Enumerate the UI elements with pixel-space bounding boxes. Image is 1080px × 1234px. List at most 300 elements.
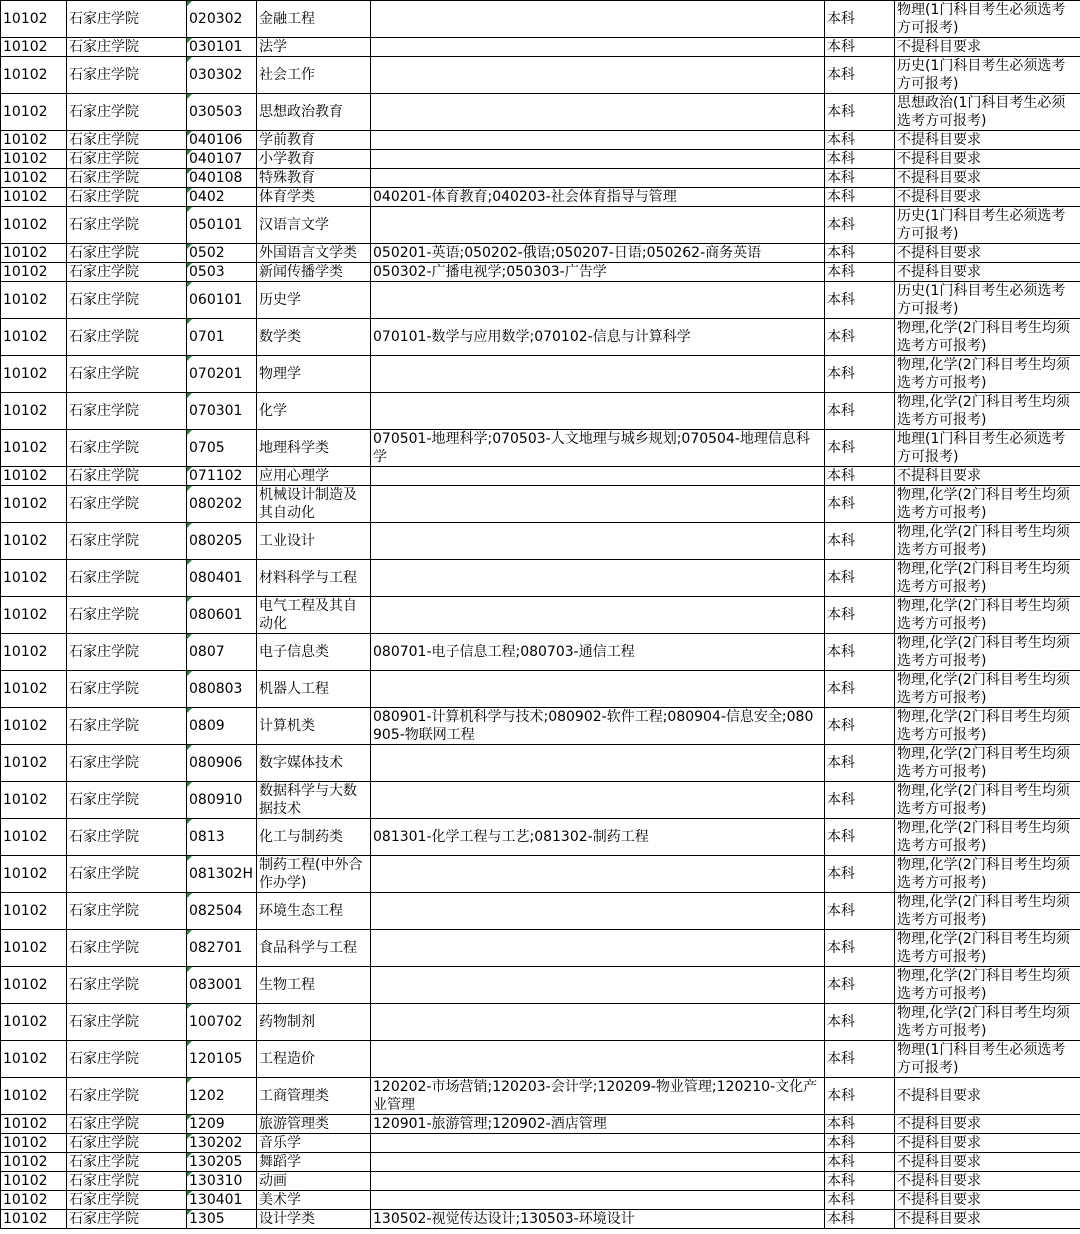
included-majors-cell (371, 1134, 825, 1153)
major-name-cell: 电气工程及其自动化 (257, 597, 371, 634)
table-row (1, 486, 1080, 523)
included-majors-cell (371, 745, 825, 782)
subject-requirement-cell: 不提科目要求 (895, 263, 1080, 282)
institution-name-cell: 石家庄学院 (67, 560, 187, 597)
institution-code-cell: 10102 (1, 131, 67, 150)
major-code-cell: 081302H (187, 856, 257, 893)
major-code-cell: 130401 (187, 1191, 257, 1210)
level-cell: 本科 (825, 1172, 895, 1191)
included-majors-cell (371, 560, 825, 597)
major-code-cell: 080601 (187, 597, 257, 634)
level-cell: 本科 (825, 319, 895, 356)
institution-name-cell: 石家庄学院 (67, 207, 187, 244)
subject-requirement-cell: 不提科目要求 (895, 1115, 1080, 1134)
level-cell: 本科 (825, 893, 895, 930)
institution-name-cell: 石家庄学院 (67, 930, 187, 967)
institution-name-cell: 石家庄学院 (67, 1153, 187, 1172)
institution-code-cell: 10102 (1, 430, 67, 467)
table-row (1, 57, 1080, 94)
institution-name-cell: 石家庄学院 (67, 131, 187, 150)
institution-name-cell: 石家庄学院 (67, 856, 187, 893)
major-name-cell: 地理科学类 (257, 430, 371, 467)
level-cell: 本科 (825, 94, 895, 131)
subject-requirement-cell: 物理,化学(2门科目考生均须选考方可报考) (895, 856, 1080, 893)
major-name-cell: 环境生态工程 (257, 893, 371, 930)
major-code-cell: 0502 (187, 244, 257, 263)
level-cell: 本科 (825, 930, 895, 967)
major-name-cell: 外国语言文学类 (257, 244, 371, 263)
institution-code-cell: 10102 (1, 282, 67, 319)
included-majors-cell: 050302-广播电视学;050303-广告学 (371, 263, 825, 282)
level-cell: 本科 (825, 597, 895, 634)
table-row (1, 356, 1080, 393)
institution-code-cell: 10102 (1, 1115, 67, 1134)
level-cell: 本科 (825, 282, 895, 319)
institution-name-cell: 石家庄学院 (67, 430, 187, 467)
table-row (1, 819, 1080, 856)
institution-name-cell: 石家庄学院 (67, 1134, 187, 1153)
institution-code-cell: 10102 (1, 57, 67, 94)
institution-code-cell: 10102 (1, 523, 67, 560)
level-cell: 本科 (825, 708, 895, 745)
major-name-cell: 学前教育 (257, 131, 371, 150)
major-name-cell: 特殊教育 (257, 169, 371, 188)
major-name-cell: 机器人工程 (257, 671, 371, 708)
institution-code-cell: 10102 (1, 467, 67, 486)
level-cell: 本科 (825, 207, 895, 244)
level-cell: 本科 (825, 356, 895, 393)
subject-requirement-cell: 物理,化学(2门科目考生均须选考方可报考) (895, 486, 1080, 523)
subject-requirement-cell: 历史(1门科目考生必须选考方可报考) (895, 207, 1080, 244)
major-code-cell: 030302 (187, 57, 257, 94)
institution-code-cell: 10102 (1, 1041, 67, 1078)
institution-name-cell: 石家庄学院 (67, 150, 187, 169)
level-cell: 本科 (825, 263, 895, 282)
table-row (1, 1115, 1080, 1134)
included-majors-cell (371, 856, 825, 893)
major-name-cell: 动画 (257, 1172, 371, 1191)
table-row (1, 930, 1080, 967)
subject-requirement-cell: 不提科目要求 (895, 1210, 1080, 1229)
major-code-cell: 071102 (187, 467, 257, 486)
included-majors-cell (371, 1, 825, 38)
level-cell: 本科 (825, 856, 895, 893)
subject-requirement-cell: 物理,化学(2门科目考生均须选考方可报考) (895, 967, 1080, 1004)
institution-code-cell: 10102 (1, 597, 67, 634)
level-cell: 本科 (825, 671, 895, 708)
included-majors-cell (371, 967, 825, 1004)
subject-requirement-cell: 物理(1门科目考生必须选考方可报考) (895, 1, 1080, 38)
included-majors-cell (371, 1004, 825, 1041)
table-row (1, 1, 1080, 38)
institution-code-cell: 10102 (1, 94, 67, 131)
table-body (1, 1, 1080, 1229)
institution-name-cell: 石家庄学院 (67, 486, 187, 523)
table-row (1, 708, 1080, 745)
subject-requirement-cell: 物理,化学(2门科目考生均须选考方可报考) (895, 356, 1080, 393)
institution-name-cell: 石家庄学院 (67, 244, 187, 263)
included-majors-cell (371, 131, 825, 150)
institution-name-cell: 石家庄学院 (67, 1041, 187, 1078)
included-majors-cell (371, 356, 825, 393)
subject-requirement-cell: 不提科目要求 (895, 244, 1080, 263)
subject-requirement-cell: 物理,化学(2门科目考生均须选考方可报考) (895, 393, 1080, 430)
table-row (1, 282, 1080, 319)
institution-code-cell: 10102 (1, 263, 67, 282)
major-code-cell: 1202 (187, 1078, 257, 1115)
table-row (1, 131, 1080, 150)
table-row (1, 263, 1080, 282)
institution-name-cell: 石家庄学院 (67, 282, 187, 319)
institution-name-cell: 石家庄学院 (67, 634, 187, 671)
table-row (1, 1191, 1080, 1210)
subject-requirement-cell: 物理,化学(2门科目考生均须选考方可报考) (895, 782, 1080, 819)
level-cell: 本科 (825, 188, 895, 207)
level-cell: 本科 (825, 634, 895, 671)
major-code-cell: 030101 (187, 38, 257, 57)
table-row (1, 745, 1080, 782)
major-code-cell: 030503 (187, 94, 257, 131)
major-name-cell: 历史学 (257, 282, 371, 319)
major-name-cell: 体育学类 (257, 188, 371, 207)
institution-code-cell: 10102 (1, 393, 67, 430)
major-name-cell: 工业设计 (257, 523, 371, 560)
subject-requirement-cell: 不提科目要求 (895, 38, 1080, 57)
subject-requirement-cell: 历史(1门科目考生必须选考方可报考) (895, 282, 1080, 319)
major-code-cell: 080401 (187, 560, 257, 597)
included-majors-cell (371, 467, 825, 486)
institution-code-cell: 10102 (1, 1210, 67, 1229)
table-row (1, 523, 1080, 560)
included-majors-cell (371, 1153, 825, 1172)
level-cell: 本科 (825, 131, 895, 150)
institution-name-cell: 石家庄学院 (67, 356, 187, 393)
included-majors-cell (371, 671, 825, 708)
subject-requirement-cell: 物理,化学(2门科目考生均须选考方可报考) (895, 634, 1080, 671)
subject-requirement-cell: 不提科目要求 (895, 131, 1080, 150)
institution-name-cell: 石家庄学院 (67, 1004, 187, 1041)
subject-requirement-cell: 物理,化学(2门科目考生均须选考方可报考) (895, 745, 1080, 782)
institution-code-cell: 10102 (1, 1153, 67, 1172)
subject-requirement-cell: 不提科目要求 (895, 1078, 1080, 1115)
level-cell: 本科 (825, 244, 895, 263)
subject-requirement-cell: 历史(1门科目考生必须选考方可报考) (895, 57, 1080, 94)
institution-code-cell: 10102 (1, 819, 67, 856)
major-code-cell: 020302 (187, 1, 257, 38)
subject-requirement-cell: 物理,化学(2门科目考生均须选考方可报考) (895, 523, 1080, 560)
institution-code-cell: 10102 (1, 150, 67, 169)
table-row (1, 560, 1080, 597)
level-cell: 本科 (825, 393, 895, 430)
table-row (1, 967, 1080, 1004)
major-name-cell: 法学 (257, 38, 371, 57)
included-majors-cell (371, 94, 825, 131)
major-name-cell: 药物制剂 (257, 1004, 371, 1041)
major-name-cell: 思想政治教育 (257, 94, 371, 131)
level-cell: 本科 (825, 150, 895, 169)
table-row (1, 207, 1080, 244)
institution-name-cell: 石家庄学院 (67, 1, 187, 38)
level-cell: 本科 (825, 1078, 895, 1115)
included-majors-cell: 120202-市场营销;120203-会计学;120209-物业管理;120210-文化产业管理 (371, 1078, 825, 1115)
table-row (1, 1172, 1080, 1191)
table-row (1, 597, 1080, 634)
table-row (1, 38, 1080, 57)
institution-code-cell: 10102 (1, 745, 67, 782)
included-majors-cell: 081301-化学工程与工艺;081302-制药工程 (371, 819, 825, 856)
major-code-cell: 080910 (187, 782, 257, 819)
institution-name-cell: 石家庄学院 (67, 745, 187, 782)
included-majors-cell (371, 38, 825, 57)
major-name-cell: 数学类 (257, 319, 371, 356)
table-row (1, 1210, 1080, 1229)
institution-name-cell: 石家庄学院 (67, 893, 187, 930)
institution-code-cell: 10102 (1, 244, 67, 263)
level-cell: 本科 (825, 560, 895, 597)
major-name-cell: 机械设计制造及其自动化 (257, 486, 371, 523)
subject-requirement-cell: 物理,化学(2门科目考生均须选考方可报考) (895, 597, 1080, 634)
included-majors-cell (371, 169, 825, 188)
institution-name-cell: 石家庄学院 (67, 708, 187, 745)
institution-name-cell: 石家庄学院 (67, 819, 187, 856)
included-majors-cell (371, 393, 825, 430)
table-row (1, 1041, 1080, 1078)
major-code-cell: 040106 (187, 131, 257, 150)
subject-requirement-cell: 不提科目要求 (895, 169, 1080, 188)
table-row (1, 671, 1080, 708)
subject-requirement-cell: 物理,化学(2门科目考生均须选考方可报考) (895, 708, 1080, 745)
major-code-cell: 0809 (187, 708, 257, 745)
major-name-cell: 金融工程 (257, 1, 371, 38)
level-cell: 本科 (825, 1115, 895, 1134)
included-majors-cell: 050201-英语;050202-俄语;050207-日语;050262-商务英语 (371, 244, 825, 263)
institution-name-cell: 石家庄学院 (67, 467, 187, 486)
level-cell: 本科 (825, 467, 895, 486)
table-row (1, 467, 1080, 486)
institution-code-cell: 10102 (1, 1, 67, 38)
included-majors-cell: 040201-体育教育;040203-社会体育指导与管理 (371, 188, 825, 207)
table-row (1, 94, 1080, 131)
institution-name-cell: 石家庄学院 (67, 671, 187, 708)
subject-requirement-cell: 不提科目要求 (895, 1153, 1080, 1172)
major-name-cell: 新闻传播学类 (257, 263, 371, 282)
major-code-cell: 0705 (187, 430, 257, 467)
major-name-cell: 数据科学与大数据技术 (257, 782, 371, 819)
institution-name-cell: 石家庄学院 (67, 319, 187, 356)
institution-code-cell: 10102 (1, 1191, 67, 1210)
institution-code-cell: 10102 (1, 207, 67, 244)
major-code-cell: 080906 (187, 745, 257, 782)
major-code-cell: 082504 (187, 893, 257, 930)
major-name-cell: 材料科学与工程 (257, 560, 371, 597)
subject-requirement-cell: 物理,化学(2门科目考生均须选考方可报考) (895, 930, 1080, 967)
level-cell: 本科 (825, 745, 895, 782)
included-majors-cell (371, 893, 825, 930)
major-code-cell: 1209 (187, 1115, 257, 1134)
level-cell: 本科 (825, 523, 895, 560)
major-name-cell: 工程造价 (257, 1041, 371, 1078)
institution-code-cell: 10102 (1, 893, 67, 930)
table-row (1, 150, 1080, 169)
table-row (1, 188, 1080, 207)
institution-name-cell: 石家庄学院 (67, 1078, 187, 1115)
major-name-cell: 食品科学与工程 (257, 930, 371, 967)
major-code-cell: 0813 (187, 819, 257, 856)
major-name-cell: 设计学类 (257, 1210, 371, 1229)
major-code-cell: 120105 (187, 1041, 257, 1078)
table-row (1, 430, 1080, 467)
major-code-cell: 0402 (187, 188, 257, 207)
table-row (1, 1134, 1080, 1153)
included-majors-cell: 080901-计算机科学与技术;080902-软件工程;080904-信息安全;080905-物联网工程 (371, 708, 825, 745)
subject-requirement-cell: 物理(1门科目考生必须选考方可报考) (895, 1041, 1080, 1078)
included-majors-cell (371, 930, 825, 967)
subject-requirement-cell: 地理(1门科目考生必须选考方可报考) (895, 430, 1080, 467)
institution-code-cell: 10102 (1, 1172, 67, 1191)
included-majors-cell (371, 1172, 825, 1191)
institution-name-cell: 石家庄学院 (67, 188, 187, 207)
included-majors-cell (371, 1041, 825, 1078)
included-majors-cell: 080701-电子信息工程;080703-通信工程 (371, 634, 825, 671)
institution-name-cell: 石家庄学院 (67, 94, 187, 131)
institution-name-cell: 石家庄学院 (67, 57, 187, 94)
institution-code-cell: 10102 (1, 356, 67, 393)
level-cell: 本科 (825, 1134, 895, 1153)
table-row (1, 1078, 1080, 1115)
institution-name-cell: 石家庄学院 (67, 597, 187, 634)
major-code-cell: 100702 (187, 1004, 257, 1041)
institution-name-cell: 石家庄学院 (67, 1172, 187, 1191)
institution-code-cell: 10102 (1, 169, 67, 188)
subject-requirement-cell: 不提科目要求 (895, 1172, 1080, 1191)
major-code-cell: 070301 (187, 393, 257, 430)
major-code-cell: 0701 (187, 319, 257, 356)
major-name-cell: 计算机类 (257, 708, 371, 745)
institution-code-cell: 10102 (1, 708, 67, 745)
included-majors-cell (371, 57, 825, 94)
institution-code-cell: 10102 (1, 319, 67, 356)
subject-requirement-cell: 不提科目要求 (895, 467, 1080, 486)
institution-name-cell: 石家庄学院 (67, 1115, 187, 1134)
subject-requirement-cell: 思想政治(1门科目考生必须选考方可报考) (895, 94, 1080, 131)
major-name-cell: 化学 (257, 393, 371, 430)
table-row (1, 1153, 1080, 1172)
major-code-cell: 080202 (187, 486, 257, 523)
institution-code-cell: 10102 (1, 38, 67, 57)
institution-name-cell: 石家庄学院 (67, 263, 187, 282)
subject-requirement-cell: 物理,化学(2门科目考生均须选考方可报考) (895, 1004, 1080, 1041)
subject-requirement-cell: 物理,化学(2门科目考生均须选考方可报考) (895, 319, 1080, 356)
included-majors-cell: 130502-视觉传达设计;130503-环境设计 (371, 1210, 825, 1229)
institution-code-cell: 10102 (1, 486, 67, 523)
institution-name-cell: 石家庄学院 (67, 1210, 187, 1229)
table-row (1, 319, 1080, 356)
level-cell: 本科 (825, 967, 895, 1004)
level-cell: 本科 (825, 1153, 895, 1172)
institution-code-cell: 10102 (1, 188, 67, 207)
level-cell: 本科 (825, 1210, 895, 1229)
level-cell: 本科 (825, 1, 895, 38)
institution-name-cell: 石家庄学院 (67, 169, 187, 188)
table-row (1, 169, 1080, 188)
subject-requirement-cell: 不提科目要求 (895, 1134, 1080, 1153)
major-name-cell: 生物工程 (257, 967, 371, 1004)
major-name-cell: 社会工作 (257, 57, 371, 94)
level-cell: 本科 (825, 38, 895, 57)
subject-requirement-cell: 不提科目要求 (895, 150, 1080, 169)
included-majors-cell (371, 486, 825, 523)
included-majors-cell: 070501-地理科学;070503-人文地理与城乡规划;070504-地理信息科学 (371, 430, 825, 467)
major-name-cell: 数字媒体技术 (257, 745, 371, 782)
institution-name-cell: 石家庄学院 (67, 967, 187, 1004)
included-majors-cell (371, 597, 825, 634)
included-majors-cell: 070101-数学与应用数学;070102-信息与计算科学 (371, 319, 825, 356)
major-name-cell: 音乐学 (257, 1134, 371, 1153)
subject-requirement-cell: 不提科目要求 (895, 188, 1080, 207)
major-name-cell: 美术学 (257, 1191, 371, 1210)
subject-requirement-cell: 物理,化学(2门科目考生均须选考方可报考) (895, 893, 1080, 930)
level-cell: 本科 (825, 782, 895, 819)
major-name-cell: 物理学 (257, 356, 371, 393)
table-row (1, 782, 1080, 819)
major-code-cell: 080803 (187, 671, 257, 708)
table-row (1, 1004, 1080, 1041)
major-code-cell: 040108 (187, 169, 257, 188)
major-name-cell: 化工与制药类 (257, 819, 371, 856)
major-code-cell: 050101 (187, 207, 257, 244)
major-code-cell: 0503 (187, 263, 257, 282)
table-row (1, 244, 1080, 263)
included-majors-cell (371, 782, 825, 819)
major-name-cell: 小学教育 (257, 150, 371, 169)
included-majors-cell (371, 1191, 825, 1210)
subject-requirement-cell: 物理,化学(2门科目考生均须选考方可报考) (895, 671, 1080, 708)
major-code-cell: 080205 (187, 523, 257, 560)
major-code-cell: 070201 (187, 356, 257, 393)
major-name-cell: 旅游管理类 (257, 1115, 371, 1134)
table-row (1, 856, 1080, 893)
level-cell: 本科 (825, 1004, 895, 1041)
subject-requirement-cell: 物理,化学(2门科目考生均须选考方可报考) (895, 560, 1080, 597)
level-cell: 本科 (825, 1191, 895, 1210)
table-row (1, 634, 1080, 671)
subject-requirement-cell: 物理,化学(2门科目考生均须选考方可报考) (895, 819, 1080, 856)
included-majors-cell (371, 282, 825, 319)
institution-name-cell: 石家庄学院 (67, 393, 187, 430)
included-majors-cell: 120901-旅游管理;120902-酒店管理 (371, 1115, 825, 1134)
major-code-cell: 083001 (187, 967, 257, 1004)
institution-name-cell: 石家庄学院 (67, 1191, 187, 1210)
major-name-cell: 汉语言文学 (257, 207, 371, 244)
institution-name-cell: 石家庄学院 (67, 523, 187, 560)
major-code-cell: 082701 (187, 930, 257, 967)
institution-code-cell: 10102 (1, 856, 67, 893)
table-row (1, 393, 1080, 430)
major-name-cell: 电子信息类 (257, 634, 371, 671)
institution-code-cell: 10102 (1, 634, 67, 671)
institution-code-cell: 10102 (1, 782, 67, 819)
subject-requirement-cell: 不提科目要求 (895, 1191, 1080, 1210)
major-code-cell: 060101 (187, 282, 257, 319)
level-cell: 本科 (825, 57, 895, 94)
major-name-cell: 工商管理类 (257, 1078, 371, 1115)
major-code-cell: 130205 (187, 1153, 257, 1172)
major-name-cell: 舞蹈学 (257, 1153, 371, 1172)
level-cell: 本科 (825, 819, 895, 856)
institution-name-cell: 石家庄学院 (67, 782, 187, 819)
table-row (1, 893, 1080, 930)
institution-code-cell: 10102 (1, 1078, 67, 1115)
